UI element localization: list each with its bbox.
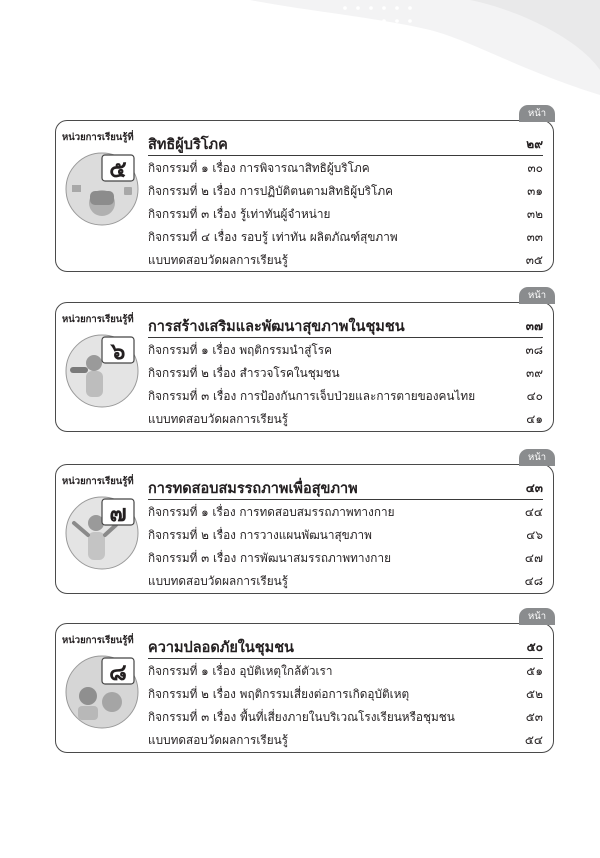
activity-row: แบบทดสอบวัดผลการเรียนรู้ ๔๑ bbox=[148, 412, 543, 426]
activity-row: กิจกรรมที่ ๑ เรื่อง การทดสอบสมรรถภาพทางกาย ๔๔ bbox=[148, 505, 543, 519]
unit-7-number: ๗ bbox=[109, 501, 127, 527]
unit-7-section bbox=[55, 452, 554, 594]
unit-label: หน่วยการเรียนรู้ที่ bbox=[62, 132, 134, 143]
unit-label: หน่วยการเรียนรู้ที่ bbox=[62, 635, 134, 646]
title-divider bbox=[148, 337, 543, 338]
unit-8-section bbox=[55, 611, 554, 753]
unit-5-section bbox=[55, 108, 554, 272]
activity-row: กิจกรรมที่ ๒ เรื่อง การวางแผนพัฒนาสุขภาพ ๔๖ bbox=[148, 528, 543, 542]
title-divider bbox=[148, 658, 543, 659]
activity-row: กิจกรรมที่ ๑ เรื่อง พฤติกรรมนำสู่โรค ๓๘ bbox=[148, 343, 543, 357]
unit-5-number: ๕ bbox=[109, 157, 127, 183]
unit-label: หน่วยการเรียนรู้ที่ bbox=[62, 314, 134, 325]
unit-8-number: ๘ bbox=[109, 660, 127, 686]
unit-6-title: การสร้างเสริมและพัฒนาสุขภาพในชุมชน bbox=[148, 319, 405, 335]
activity-row: แบบทดสอบวัดผลการเรียนรู้ ๕๔ bbox=[148, 733, 543, 747]
activity-row: กิจกรรมที่ ๑ เรื่อง การพิจารณาสิทธิผู้บริโภค ๓๐ bbox=[148, 161, 543, 175]
unit-7-title-page: ๔๓ bbox=[525, 481, 543, 495]
background-decoration bbox=[0, 0, 600, 120]
page-column-tab: หน้า bbox=[519, 449, 555, 466]
unit-7-title: การทดสอบสมรรถภาพเพื่อสุขภาพ bbox=[148, 481, 358, 497]
unit-8-badge bbox=[64, 654, 140, 730]
activity-row: กิจกรรมที่ ๑ เรื่อง อุบัติเหตุใกล้ตัวเรา ๕๑ bbox=[148, 664, 543, 678]
unit-7-badge bbox=[64, 495, 140, 571]
unit-5-badge bbox=[64, 151, 140, 227]
unit-6-title-page: ๓๗ bbox=[525, 319, 543, 333]
activity-row: กิจกรรมที่ ๓ เรื่อง พื้นที่เสี่ยงภายในบริเวณโรงเรียนหรือชุมชน ๕๓ bbox=[148, 710, 543, 724]
activity-row: กิจกรรมที่ ๓ เรื่อง รู้เท่าทันผู้จำหน่าย ๓๒ bbox=[148, 207, 543, 221]
title-divider bbox=[148, 155, 543, 156]
unit-label: หน่วยการเรียนรู้ที่ bbox=[62, 476, 134, 487]
activity-row: กิจกรรมที่ ๓ เรื่อง การป้องกันการเจ็บป่วยและการตายของคนไทย ๔๐ bbox=[148, 389, 543, 403]
title-divider bbox=[148, 499, 543, 500]
unit-8-title-page: ๕๐ bbox=[526, 640, 543, 654]
unit-5-title-page: ๒๙ bbox=[526, 137, 543, 151]
activity-row: กิจกรรมที่ ๔ เรื่อง รอบรู้ เท่าทัน ผลิตภัณฑ์สุขภาพ ๓๓ bbox=[148, 230, 543, 244]
activity-row: กิจกรรมที่ ๓ เรื่อง การพัฒนาสมรรถภาพทางกาย ๔๗ bbox=[148, 551, 543, 565]
unit-8-title: ความปลอดภัยในชุมชน bbox=[148, 640, 294, 656]
unit-6-number: ๖ bbox=[110, 339, 126, 365]
activity-row: กิจกรรมที่ ๒ เรื่อง พฤติกรรมเสี่ยงต่อการเกิดอุบัติเหตุ ๕๒ bbox=[148, 687, 543, 701]
unit-5-title: สิทธิผู้บริโภค bbox=[148, 137, 228, 153]
page-column-tab: หน้า bbox=[519, 608, 555, 625]
page-column-tab: หน้า bbox=[519, 105, 555, 122]
unit-6-section bbox=[55, 290, 554, 432]
activity-row: แบบทดสอบวัดผลการเรียนรู้ ๔๘ bbox=[148, 574, 543, 588]
activity-row: แบบทดสอบวัดผลการเรียนรู้ ๓๕ bbox=[148, 253, 543, 267]
activity-row: กิจกรรมที่ ๒ เรื่อง สำรวจโรคในชุมชน ๓๙ bbox=[148, 366, 543, 380]
activity-row: กิจกรรมที่ ๒ เรื่อง การปฏิบัติตนตามสิทธิผู้บริโภค ๓๑ bbox=[148, 184, 543, 198]
page-column-tab: หน้า bbox=[519, 287, 555, 304]
unit-6-badge bbox=[64, 333, 140, 409]
